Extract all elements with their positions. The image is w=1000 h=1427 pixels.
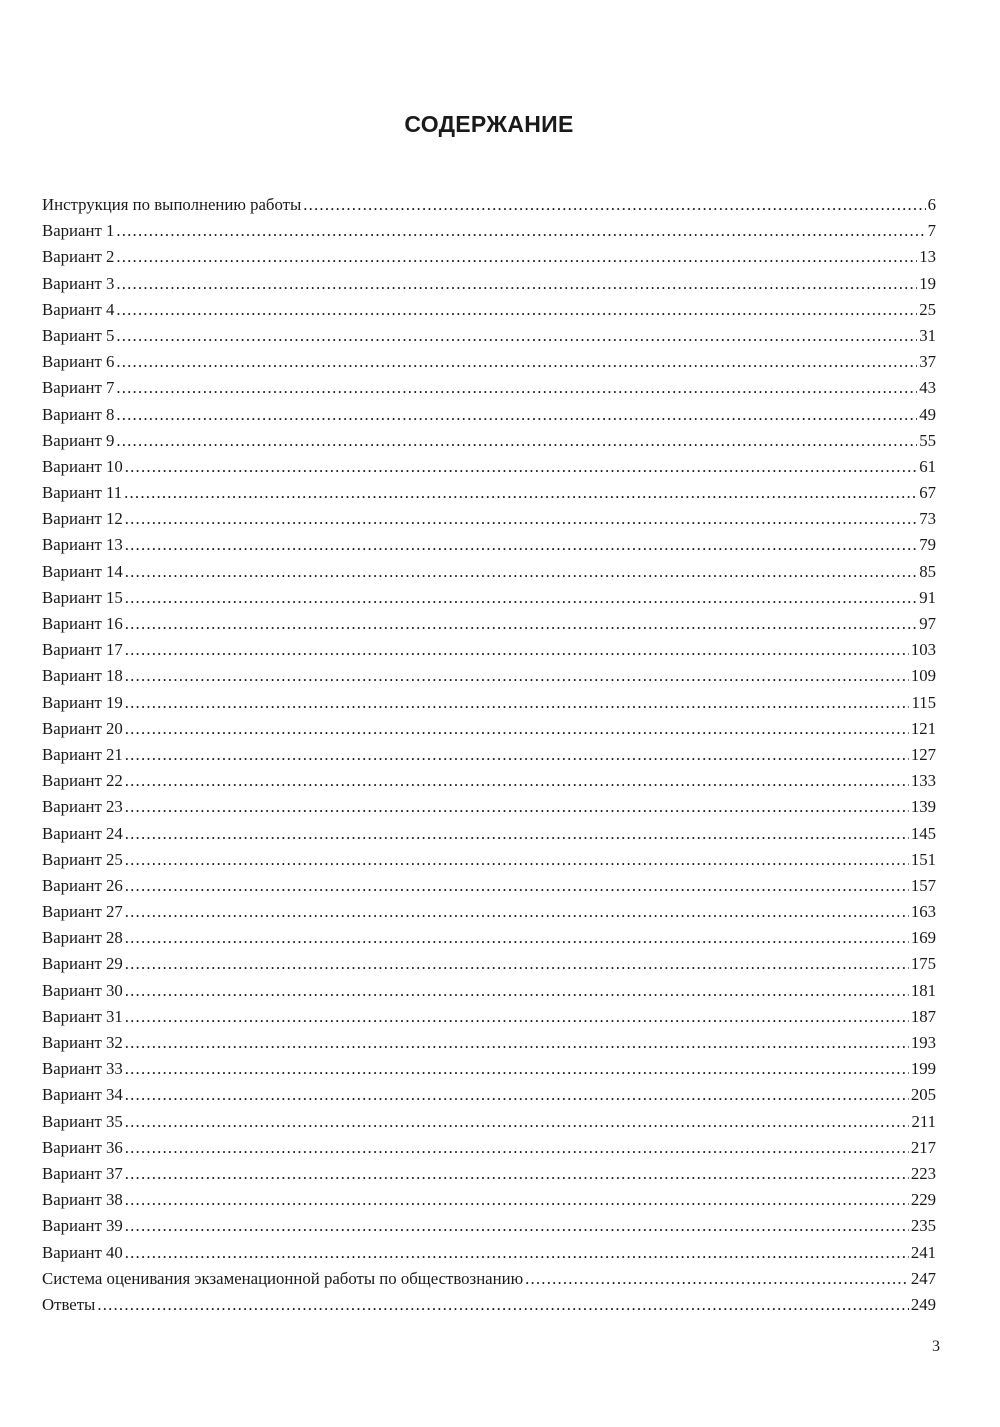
toc-entry-label: Вариант 4: [42, 299, 115, 319]
toc-entry-label: Инструкция по выполнению работы: [42, 195, 302, 214]
toc-entry[interactable]: [42, 1056, 936, 1082]
table-of-contents: [42, 192, 936, 1318]
toc-entry[interactable]: [42, 847, 936, 873]
toc-dot-leader: [116, 244, 917, 270]
toc-dot-leader: [116, 428, 917, 454]
toc-entry-page: 67: [919, 483, 936, 503]
toc-entry[interactable]: [42, 402, 936, 428]
toc-entry[interactable]: [42, 454, 936, 480]
toc-entry-page: 181: [910, 980, 936, 1000]
toc-entry-page: 85: [919, 561, 936, 581]
toc-entry-label: Вариант 26: [42, 875, 123, 895]
toc-entry-label: Вариант 37: [42, 1163, 123, 1183]
toc-entry[interactable]: [42, 480, 936, 506]
toc-entry-page: 211: [911, 1111, 936, 1131]
toc-dot-leader: [125, 1135, 909, 1161]
toc-entry[interactable]: [42, 637, 936, 663]
toc-entry-page: 157: [910, 875, 936, 895]
toc-entry[interactable]: [42, 742, 936, 768]
toc-entry[interactable]: [42, 192, 936, 218]
toc-dot-leader: [97, 1292, 908, 1318]
toc-dot-leader: [125, 951, 909, 977]
toc-dot-leader: [116, 323, 917, 349]
toc-entry-label: Вариант 10: [42, 456, 123, 476]
toc-entry-page: 73: [919, 509, 936, 529]
toc-dot-leader: [125, 821, 909, 847]
toc-entry-page: 79: [919, 535, 936, 555]
toc-entry-label: Вариант 14: [42, 561, 123, 581]
toc-entry-page: 145: [910, 823, 936, 843]
toc-entry-page: 169: [910, 928, 936, 948]
toc-entry[interactable]: [42, 716, 936, 742]
toc-entry-page: 151: [910, 849, 936, 869]
toc-entry-page: 199: [910, 1059, 936, 1079]
toc-dot-leader: [125, 585, 917, 611]
toc-entry[interactable]: [42, 899, 936, 925]
toc-entry-label: Вариант 38: [42, 1190, 123, 1210]
toc-entry-page: 91: [919, 587, 936, 607]
toc-entry-label: Вариант 36: [42, 1137, 123, 1157]
toc-entry-label: Вариант 13: [42, 535, 123, 555]
toc-entry-label: Вариант 2: [42, 247, 115, 267]
toc-entry-page: 127: [910, 744, 936, 764]
toc-entry[interactable]: [42, 244, 936, 270]
toc-entry-label: Система оценивания экзаменационной работы по обществознанию: [42, 1268, 524, 1288]
toc-entry-label: Вариант 21: [42, 744, 123, 764]
toc-entry-page: 139: [910, 797, 936, 817]
toc-dot-leader: [125, 1240, 909, 1266]
toc-entry[interactable]: [42, 506, 936, 532]
toc-entry[interactable]: [42, 1240, 936, 1266]
toc-entry-label: Вариант 18: [42, 666, 123, 686]
toc-entry-label: Вариант 27: [42, 902, 123, 922]
toc-entry[interactable]: [42, 1030, 936, 1056]
toc-entry[interactable]: [42, 297, 936, 323]
toc-entry-page: 7: [927, 221, 936, 241]
toc-entry[interactable]: [42, 821, 936, 847]
toc-dot-leader: [125, 1187, 909, 1213]
toc-entry-label: Вариант 8: [42, 404, 115, 424]
toc-entry[interactable]: [42, 428, 936, 454]
toc-entry-label: Вариант 7: [42, 378, 115, 398]
toc-entry-page: 37: [919, 352, 936, 372]
toc-dot-leader: [125, 925, 909, 951]
toc-entry-page: 229: [910, 1190, 936, 1210]
toc-dot-leader: [125, 663, 909, 689]
page-number: 3: [932, 1338, 940, 1355]
toc-entry-label: Вариант 39: [42, 1216, 123, 1236]
toc-dot-leader: [116, 297, 917, 323]
toc-dot-leader: [125, 506, 917, 532]
toc-entry[interactable]: [42, 1082, 936, 1108]
toc-dot-leader: [125, 768, 909, 794]
toc-entry-label: Вариант 33: [42, 1059, 123, 1079]
toc-dot-leader: [125, 559, 917, 585]
toc-entry-label: Вариант 11: [42, 483, 123, 503]
toc-entry[interactable]: [42, 1292, 936, 1318]
toc-entry-page: 13: [919, 247, 936, 267]
toc-entry-label: Вариант 1: [42, 221, 115, 241]
toc-entry-page: 19: [919, 273, 936, 293]
toc-entry[interactable]: [42, 323, 936, 349]
toc-entry-page: 241: [910, 1242, 936, 1262]
toc-entry-page: 247: [910, 1268, 936, 1288]
toc-dot-leader: [116, 375, 917, 401]
toc-entry-label: Вариант 40: [42, 1242, 123, 1262]
toc-entry-label: Вариант 32: [42, 1033, 123, 1052]
toc-entry[interactable]: [42, 951, 936, 977]
toc-entry-page: 97: [919, 614, 936, 633]
toc-dot-leader: [525, 1266, 909, 1292]
toc-dot-leader: [116, 271, 917, 297]
toc-entry-label: Вариант 29: [42, 954, 123, 974]
toc-entry-page: 249: [910, 1294, 936, 1314]
toc-entry-page: 187: [910, 1006, 936, 1026]
page-title: СОДЕРЖАНИЕ: [404, 111, 574, 138]
toc-entry-label: Вариант 9: [42, 430, 115, 450]
toc-entry-label: Вариант 19: [42, 692, 123, 712]
toc-dot-leader: [125, 1161, 909, 1187]
toc-entry-label: Вариант 6: [42, 352, 115, 372]
toc-entry-page: 25: [919, 299, 936, 319]
toc-entry-page: 223: [910, 1163, 936, 1183]
toc-entry-page: 49: [919, 404, 936, 424]
toc-entry[interactable]: [42, 585, 936, 611]
toc-entry-label: Вариант 28: [42, 928, 123, 948]
toc-entry[interactable]: [42, 611, 936, 637]
toc-entry[interactable]: [42, 349, 936, 375]
toc-dot-leader: [125, 847, 909, 873]
toc-entry-page: 55: [919, 430, 936, 450]
toc-entry[interactable]: [42, 768, 936, 794]
toc-entry-page: 175: [910, 954, 936, 974]
toc-entry[interactable]: [42, 271, 936, 297]
toc-dot-leader: [125, 611, 917, 637]
toc-dot-leader: [125, 532, 917, 558]
toc-entry-page: 43: [919, 378, 936, 398]
toc-dot-leader: [125, 1082, 909, 1108]
toc-entry-page: 217: [910, 1137, 936, 1157]
toc-dot-leader: [124, 480, 917, 506]
toc-entry[interactable]: [42, 690, 936, 716]
toc-entry-page: 193: [910, 1033, 936, 1052]
toc-entry-page: 163: [910, 902, 936, 922]
toc-entry-label: Вариант 15: [42, 587, 123, 607]
toc-entry-page: 103: [910, 640, 936, 660]
toc-dot-leader: [125, 1109, 910, 1135]
toc-entry-label: Вариант 20: [42, 718, 123, 738]
toc-entry[interactable]: [42, 1213, 936, 1239]
toc-dot-leader: [116, 218, 925, 244]
toc-entry[interactable]: [42, 532, 936, 558]
toc-entry[interactable]: [42, 794, 936, 820]
toc-dot-leader: [125, 716, 909, 742]
toc-entry[interactable]: [42, 1135, 936, 1161]
toc-entry[interactable]: [42, 873, 936, 899]
toc-entry-page: 235: [910, 1216, 936, 1236]
toc-entry-page: 133: [910, 771, 936, 791]
toc-dot-leader: [125, 690, 910, 716]
toc-entry-label: Вариант 24: [42, 823, 123, 843]
toc-entry[interactable]: [42, 925, 936, 951]
toc-entry[interactable]: [42, 559, 936, 585]
toc-entry-label: Вариант 22: [42, 771, 123, 791]
toc-dot-leader: [116, 349, 917, 375]
toc-dot-leader: [125, 1056, 909, 1082]
toc-entry[interactable]: [42, 375, 936, 401]
toc-entry[interactable]: [42, 1266, 936, 1292]
toc-entry-page: 31: [919, 325, 936, 345]
toc-dot-leader: [125, 1004, 909, 1030]
toc-entry[interactable]: [42, 978, 936, 1004]
toc-dot-leader: [125, 899, 909, 925]
toc-entry-label: Вариант 23: [42, 797, 123, 817]
toc-entry-label: Вариант 30: [42, 980, 123, 1000]
toc-entry-label: Вариант 34: [42, 1085, 123, 1105]
toc-entry[interactable]: [42, 1161, 936, 1187]
toc-dot-leader: [125, 978, 909, 1004]
toc-entry-label: Вариант 16: [42, 614, 123, 633]
toc-entry[interactable]: [42, 1004, 936, 1030]
toc-entry[interactable]: [42, 1187, 936, 1213]
toc-entry-label: Вариант 31: [42, 1006, 123, 1026]
toc-dot-leader: [125, 637, 909, 663]
toc-entry-label: Вариант 3: [42, 273, 115, 293]
toc-entry-page: 6: [927, 195, 936, 214]
toc-entry[interactable]: [42, 1109, 936, 1135]
toc-entry-label: Вариант 12: [42, 509, 123, 529]
toc-entry-label: Ответы: [42, 1294, 96, 1314]
toc-dot-leader: [125, 454, 917, 480]
toc-entry-label: Вариант 35: [42, 1111, 123, 1131]
toc-dot-leader: [125, 1213, 909, 1239]
toc-dot-leader: [125, 1030, 909, 1056]
toc-dot-leader: [125, 794, 909, 820]
toc-entry-page: 61: [919, 456, 936, 476]
toc-dot-leader: [116, 402, 917, 428]
toc-entry-label: Вариант 5: [42, 325, 115, 345]
toc-entry-page: 109: [910, 666, 936, 686]
toc-entry-page: 115: [911, 692, 936, 712]
toc-entry[interactable]: [42, 218, 936, 244]
toc-dot-leader: [125, 873, 909, 899]
toc-entry-page: 205: [910, 1085, 936, 1105]
toc-dot-leader: [303, 192, 925, 218]
toc-entry-page: 121: [910, 718, 936, 738]
toc-entry-label: Вариант 17: [42, 640, 123, 660]
toc-entry-label: Вариант 25: [42, 849, 123, 869]
toc-entry[interactable]: [42, 663, 936, 689]
toc-dot-leader: [125, 742, 909, 768]
